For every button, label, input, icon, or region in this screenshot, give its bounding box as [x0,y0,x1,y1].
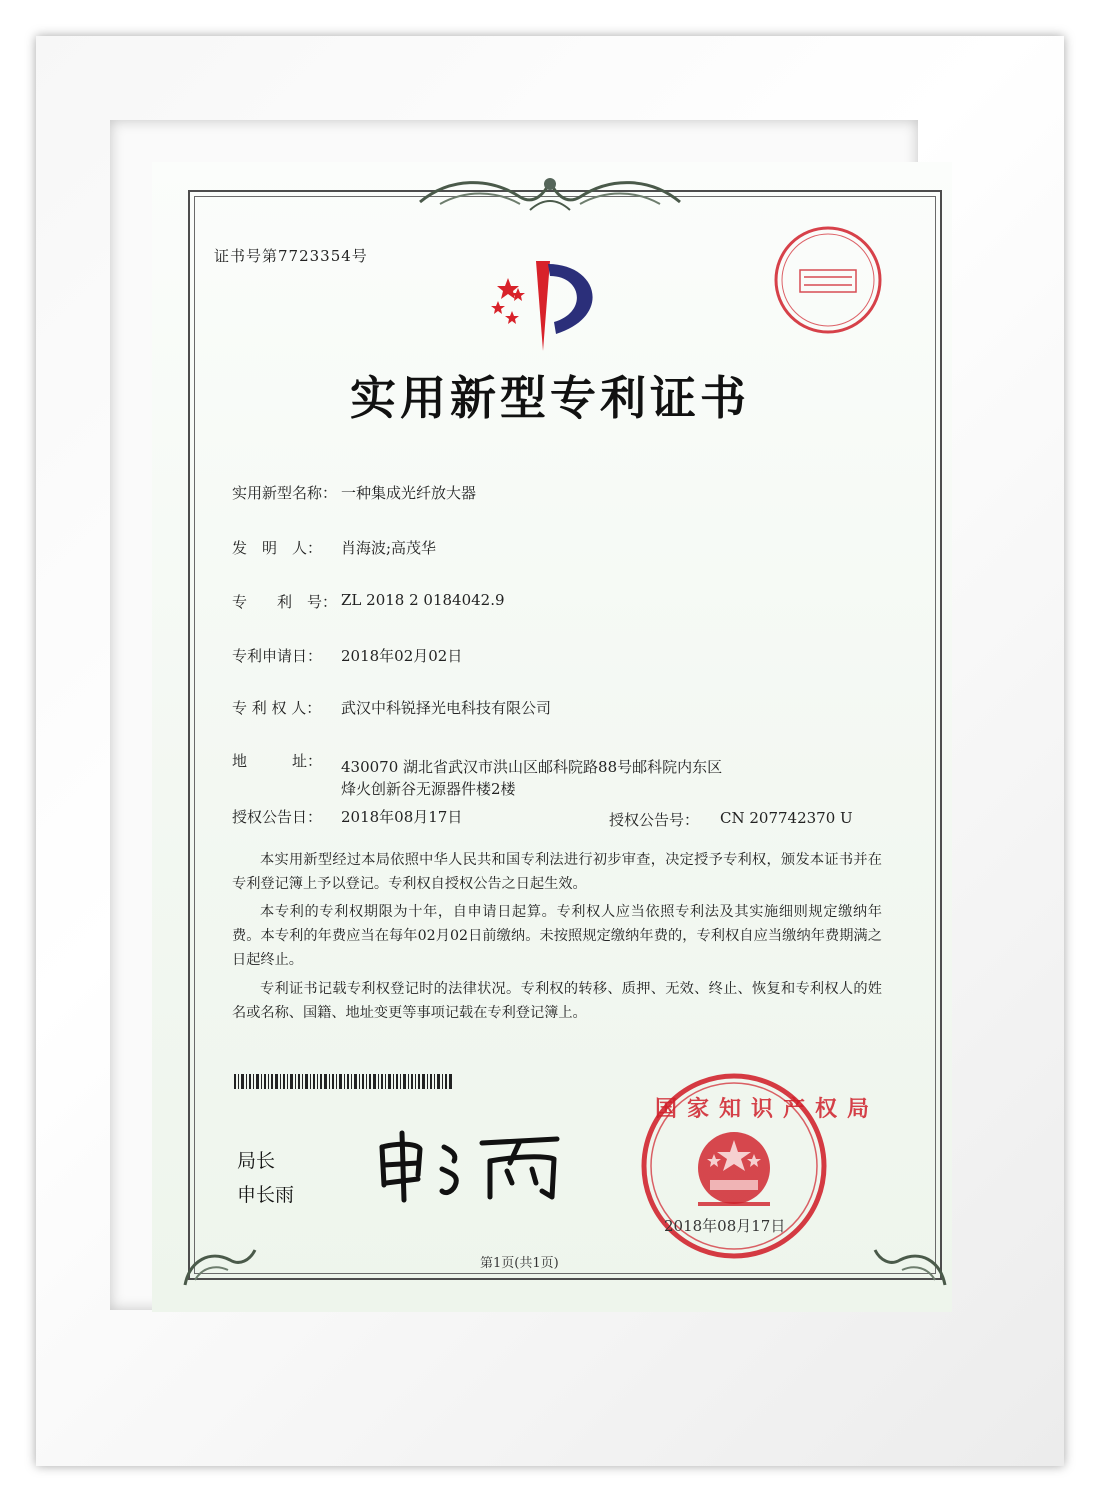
paragraph-examination: 本实用新型经过本局依照中华人民共和国专利法进行初步审查，决定授予专利权，颁发本证书并在专利登记簿上予以登记。专利权自授权公告之日起生效。 [232,852,882,892]
seal-date: 2018年08月17日 [664,1217,786,1235]
grant-date-value: 2018年08月17日 [341,808,463,826]
signature-name: 申长雨 [237,1184,295,1206]
field-value-filing-date: 2018年02月02日 [341,647,463,665]
patent-office-logo-icon [478,256,608,356]
grant-date-label: 授权公告日： [232,808,323,826]
bottom-right-ornament-icon [870,1230,950,1290]
field-label-address: 地 址： [232,752,323,770]
field-value-inventor: 肖海波;高茂华 [341,539,437,557]
field-label-inventor: 发 明 人： [232,539,323,557]
handwritten-signature-icon [372,1125,572,1205]
seal-org-text: 国家知识产权局 [655,1097,880,1122]
bottom-left-ornament-icon [180,1230,260,1290]
field-label-patent-number: 专 利 号： [232,593,338,611]
top-ornament-icon [410,172,690,218]
field-value-patentee: 武汉中科锐择光电科技有限公司 [341,699,552,717]
field-value-address-line2: 烽火创新谷无源器件楼2楼 [341,780,516,798]
paragraph-term: 本专利的专利权期限为十年，自申请日起算。专利权人应当依照专利法及其实施细则规定缴纳年费。本专利的年费应当在每年02月02日前缴纳。未按照规定缴纳年费的，专利权自应当缴纳年费期满之日起终止。 [232,904,882,968]
field-label-name: 实用新型名称： [232,484,338,502]
grant-number-label: 授权公告号： [609,811,700,829]
document-title: 实用新型专利证书 [350,371,750,425]
signature-title: 局长 [237,1150,276,1172]
field-value-name: 一种集成光纤放大器 [341,484,477,502]
page-footer: 第1页(共1页) [480,1256,559,1271]
paragraph-legal-status: 专利证书记载专利权登记时的法律状况。专利权的转移、质押、无效、终止、恢复和专利权人的姓名或名称、国籍、地址变更等事项记载在专利登记簿上。 [232,981,882,1021]
service-center-stamp-icon [770,222,886,338]
field-value-patent-number: ZL 2018 2 0184042.9 [341,591,505,609]
field-label-filing-date: 专利申请日： [232,647,323,665]
grant-number-value: CN 207742370 U [720,809,853,827]
field-label-patentee: 专 利 权 人： [232,699,322,717]
field-value-address-line1: 430070 湖北省武汉市洪山区邮科院路88号邮科院内东区 [341,758,723,776]
barcode-icon [234,1074,452,1089]
certificate-number: 证书号第7723354号 [214,247,368,265]
